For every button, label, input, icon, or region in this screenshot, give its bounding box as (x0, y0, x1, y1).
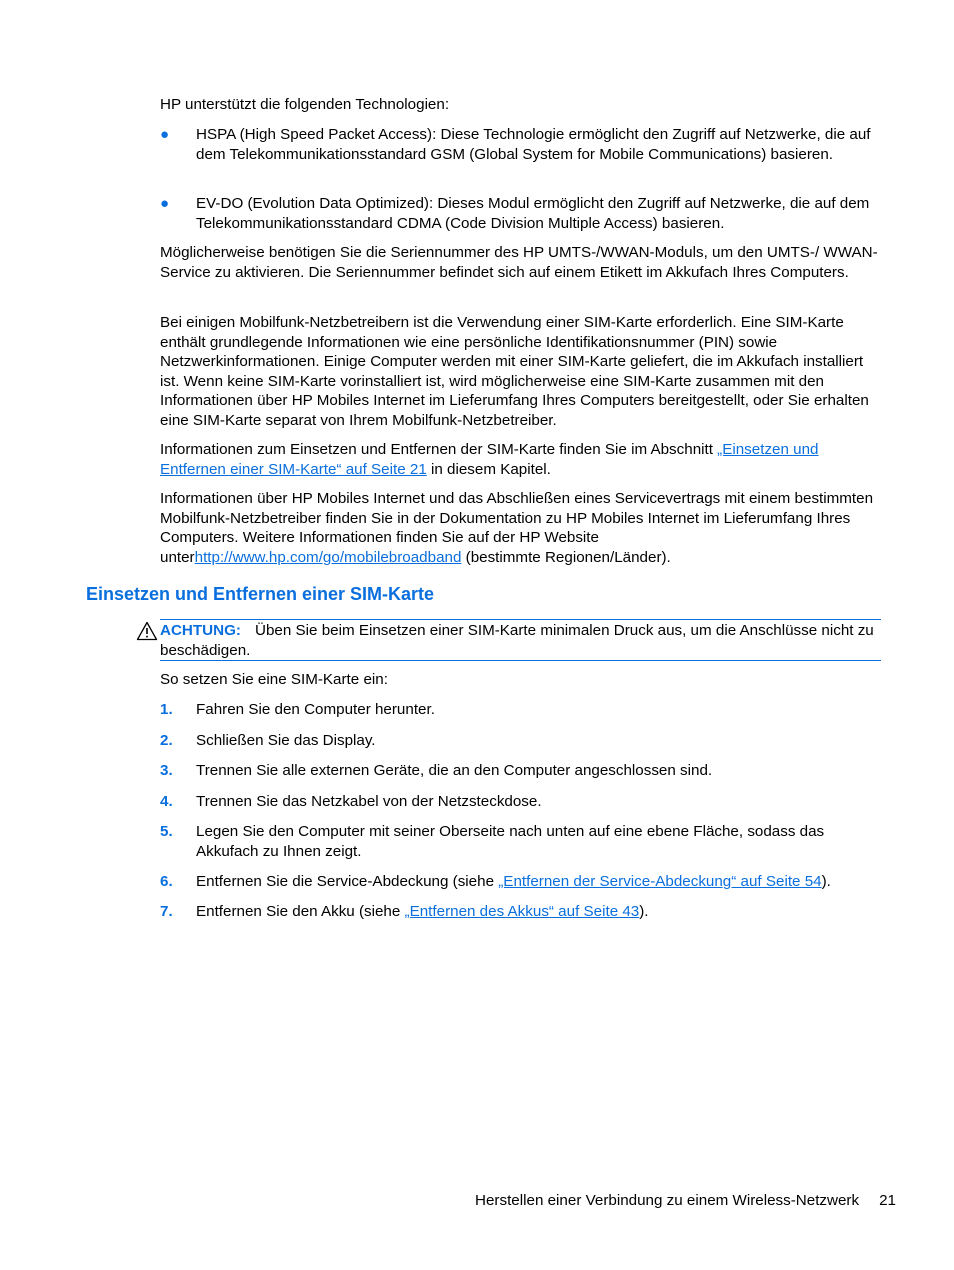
mobile-internet-text-end: (bestimmte Regionen/Länder). (461, 548, 671, 566)
step-number: 2. (160, 732, 173, 749)
step-number: 4. (160, 793, 173, 810)
sim-paragraph: Bei einigen Mobilfunk-Netzbetreibern ist die Verwendung einer SIM-Karte erforderlich. Eine SIM-Karte enthält grundlegende Informationen wie eine persönliche Identifikationsnummer (PIN) sowie Netzwerkinformationen. Einige Computer werden mit einer SIM-Karte geliefert, die im Akkufach installiert ist. Wenn keine SIM-Karte vorinstalliert ist, wird möglicherweise eine SIM-Karte zusammen mit den Informationen über HP Mobiles Internet im Lieferumfang Ihres Computers bereitgestellt, oder Sie erhalten eine SIM-Karte separat von Ihrem Mobilfunk-Netzbetreiber. (160, 314, 869, 429)
step-text (196, 872, 880, 892)
hp-website-link[interactable]: http://www.hp.com/go/mobilebroadband (194, 548, 462, 566)
intro-paragraph: HP unterstützt die folgenden Technologien: (160, 96, 450, 113)
step-text-after: ). (639, 903, 649, 920)
page-number: 21 (879, 1192, 896, 1209)
step-number: 3. (160, 762, 173, 779)
battery-link[interactable]: „Entfernen des Akkus“ auf Seite 43 (404, 903, 640, 920)
service-cover-link[interactable]: „Entfernen der Service-Abdeckung“ auf Seite 54 (498, 873, 822, 890)
sim-info-text: Informationen zum Einsetzen und Entfernen der SIM-Karte finden Sie im Abschnitt (160, 441, 718, 458)
step-number: 7. (160, 903, 173, 920)
mobile-internet-paragraph (160, 489, 880, 567)
bullet-text: HSPA (High Speed Packet Access): Diese Technologie ermöglicht den Zugriff auf Netzwerke, die auf dem Telekommunikationsstandard GSM (Global System for Mobile Communications) basieren. (196, 126, 871, 163)
step-number: 1. (160, 701, 173, 718)
caution-message: Üben Sie beim Einsetzen einer SIM-Karte minimalen Druck aus, um die Anschlüsse nicht zu beschädigen. (160, 622, 874, 659)
step-text: Schließen Sie das Display. (196, 732, 376, 749)
step-number: 6. (160, 873, 173, 890)
sim-info-text-end: in diesem Kapitel. (426, 460, 551, 478)
sim-section-link[interactable]: „Einsetzen und Entfernen einer SIM-Karte“ auf Seite 21 (160, 441, 819, 478)
step-text-before: Entfernen Sie die Service-Abdeckung (siehe (196, 873, 499, 890)
caution-text (160, 621, 881, 660)
footer-title: Herstellen einer Verbindung zu einem Wireless-Netzwerk (475, 1192, 860, 1209)
page-footer (475, 1191, 896, 1210)
warning-triangle-icon (136, 621, 158, 641)
mobile-internet-text: Informationen über HP Mobiles Internet und das Abschließen eines Servicevertrags mit einem bestimmten Mobilfunk-Netzbetreiber finden Sie in der Dokumentation zu HP Mobiles Internet im Lieferumfang Ihres Computers. Weitere Informationen finden Sie auf der HP Website unter (160, 490, 874, 566)
bullet-icon: ● (160, 195, 170, 212)
serial-paragraph: Möglicherweise benötigen Sie die Seriennummer des HP UMTS-/WWAN-Moduls, um den UMTS-/ WWAN-Service zu aktivieren. Die Seriennummer befindet sich auf einem Etikett im Akkufach Ihres Computers. (160, 244, 878, 281)
caution-notice (160, 619, 881, 661)
step-text-before: Entfernen Sie den Akku (siehe (196, 903, 405, 920)
bullet-text: EV-DO (Evolution Data Optimized): Dieses Modul ermöglicht den Zugriff auf Netzwerke, die auf dem Telekommunikationsstandard CDMA (Code Division Multiple Access) basieren. (196, 195, 870, 232)
step-text: Trennen Sie das Netzkabel von der Netzsteckdose. (196, 793, 542, 810)
bullet-icon: ● (160, 126, 170, 143)
step-number: 5. (160, 823, 173, 840)
sim-info-paragraph (160, 440, 880, 479)
steps-intro: So setzen Sie eine SIM-Karte ein: (160, 671, 388, 688)
step-text: Fahren Sie den Computer herunter. (196, 701, 435, 718)
step-text: Trennen Sie alle externen Geräte, die an den Computer angeschlossen sind. (196, 762, 713, 779)
step-text (196, 902, 880, 922)
step-text-after: ). (821, 873, 831, 890)
caution-label: ACHTUNG: (160, 622, 241, 639)
step-text: Legen Sie den Computer mit seiner Oberseite nach unten auf eine ebene Fläche, sodass das Akkufach zu Ihnen zeigt. (196, 823, 825, 860)
section-heading: Einsetzen und Entfernen einer SIM-Karte (86, 584, 435, 604)
